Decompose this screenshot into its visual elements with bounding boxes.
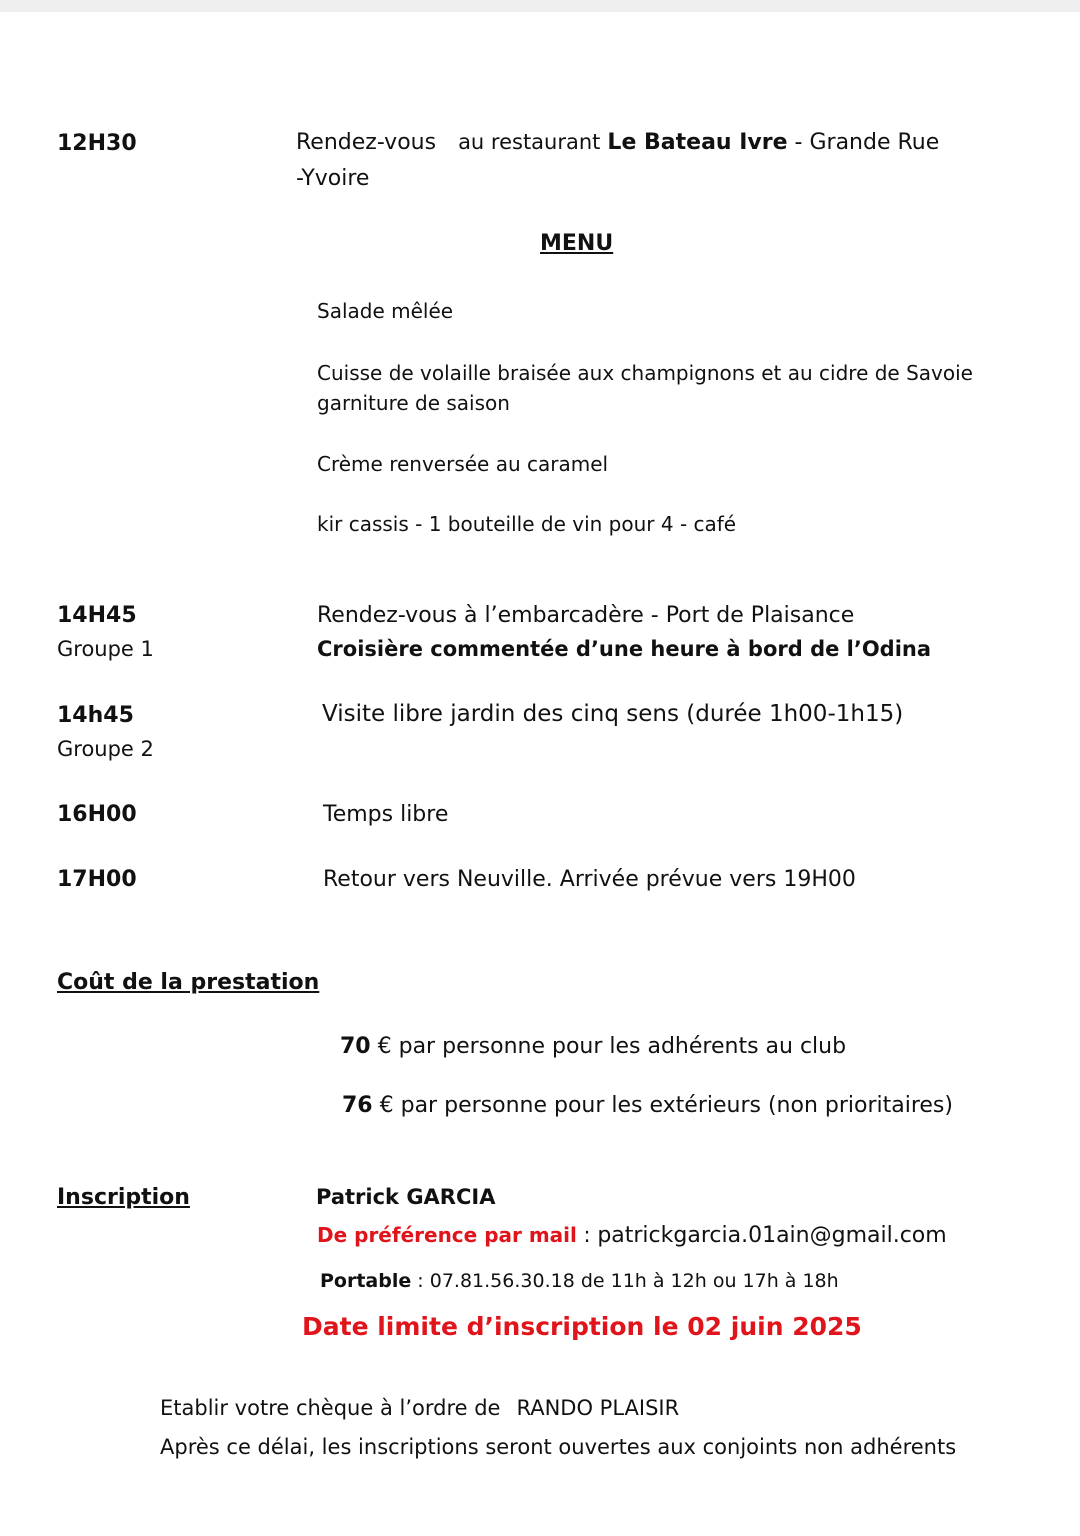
contact-email-line (317, 1223, 947, 1248)
contact-phone[interactable]: 07.81.56.30.18 de 11h à 12h ou 17h à 18h (429, 1270, 839, 1292)
time-1445-group2: 14h45 (57, 703, 134, 728)
lunch-rdv-line (296, 130, 939, 155)
contact-phone-line (320, 1270, 839, 1292)
cheque-text: Etablir votre chèque à l’ordre de (160, 1396, 501, 1420)
time-1230: 12H30 (57, 131, 137, 156)
lunch-rdv-label: Rendez-vous (296, 130, 437, 155)
price-members-amount: 70 (340, 1034, 371, 1059)
group-1-label: Groupe 1 (57, 637, 154, 661)
top-bar (0, 0, 1080, 12)
lunch-address-town: -Yvoire (296, 166, 370, 191)
time-1600: 16H00 (57, 802, 137, 827)
group-2-label: Groupe 2 (57, 737, 154, 761)
registration-deadline: Date limite d’inscription le 02 juin 2025 (302, 1312, 862, 1341)
price-external (342, 1093, 953, 1118)
price-external-amount: 76 (342, 1093, 373, 1118)
menu-item: Cuisse de volaille braisée aux champignons et au cidre de Savoie (317, 361, 973, 385)
garden-visit: Visite libre jardin des cinq sens (durée 1h00-1h15) (322, 701, 904, 727)
cheque-payee: RANDO PLAISIR (516, 1396, 680, 1420)
time-1700: 17H00 (57, 867, 137, 892)
menu-item: Crème renversée au caramel (317, 452, 609, 476)
menu-title: MENU (540, 231, 614, 256)
cost-heading: Coût de la prestation (57, 970, 320, 995)
email-separator: : (576, 1223, 598, 1247)
price-members (340, 1034, 846, 1059)
price-external-text: € par personne pour les extérieurs (non prioritaires) (379, 1093, 953, 1118)
price-members-text: € par personne pour les adhérents au club (377, 1034, 847, 1059)
cruise-description: Croisière commentée d’une heure à bord de l’Odina (317, 637, 932, 661)
return-trip: Retour vers Neuville. Arrivée prévue vers 19H00 (323, 867, 856, 892)
late-registration-note: Après ce délai, les inscriptions seront ouvertes aux conjoints non adhérents (160, 1435, 957, 1459)
email-label: De préférence par mail (317, 1223, 577, 1247)
menu-item: garniture de saison (317, 391, 510, 415)
time-1445-group1: 14H45 (57, 603, 137, 628)
contact-name: Patrick GARCIA (316, 1185, 496, 1209)
free-time: Temps libre (323, 802, 449, 827)
restaurant-name: Le Bateau Ivre (607, 130, 788, 155)
cheque-instruction (160, 1396, 679, 1420)
inscription-heading: Inscription (57, 1185, 190, 1210)
phone-label: Portable (320, 1270, 412, 1292)
contact-email[interactable]: patrickgarcia.01ain@gmail.com (597, 1223, 947, 1248)
menu-item: kir cassis - 1 bouteille de vin pour 4 - café (317, 512, 737, 536)
lunch-address: - Grande Rue (794, 130, 940, 155)
cruise-rdv: Rendez-vous à l’embarcadère - Port de Plaisance (317, 603, 855, 628)
lunch-rdv-pre: au restaurant (458, 130, 601, 154)
phone-separator: : (411, 1270, 430, 1292)
menu-item: Salade mêlée (317, 299, 454, 323)
